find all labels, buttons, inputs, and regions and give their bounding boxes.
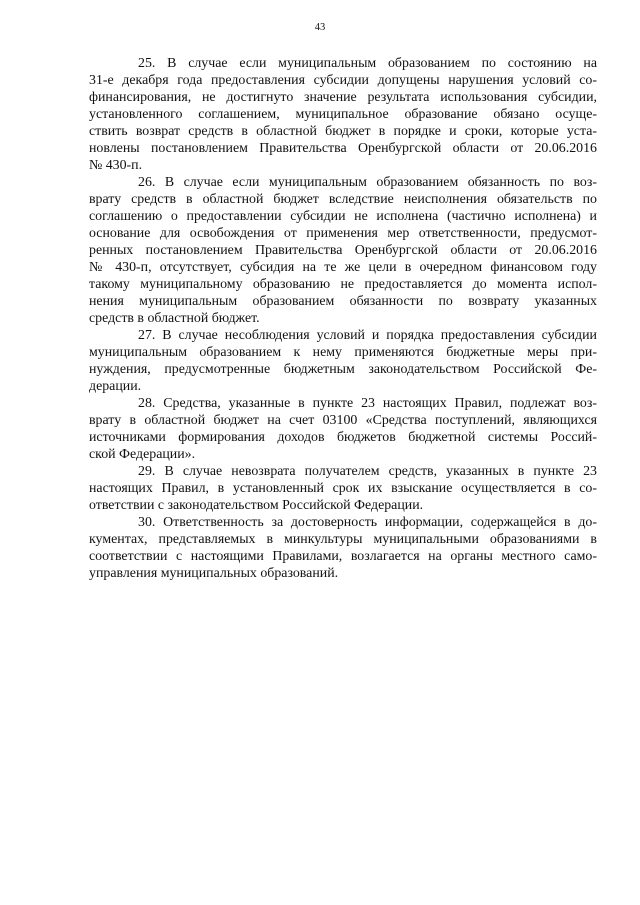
- page-number: 43: [314, 22, 326, 33]
- text-line: нения муниципальным образованием обязанности по возврату указанных: [89, 294, 597, 309]
- text-line: источниками формирования доходов бюджетов бюджетной системы Россий-: [89, 430, 597, 445]
- text-line: 27. В случае несоблюдения условий и порядка предоставления субсидии: [138, 328, 597, 343]
- text-line: финансирования, не достигнуто значение результата использования субсидии,: [89, 90, 597, 105]
- text-line: основание для освобождения от применения мер ответственности, предусмот-: [89, 226, 597, 241]
- text-line: ской Федерации».: [89, 447, 196, 462]
- paragraph-29: [89, 463, 597, 514]
- text-line: соглашению о предоставлении субсидии не исполнена (частично исполнена) и: [89, 209, 597, 224]
- text-line: врату в областной бюджет на счет 03100 «Средства поступлений, являющихся: [89, 413, 597, 428]
- text-line: 29. В случае невозврата получателем средств, указанных в пункте 23: [138, 464, 597, 479]
- text-line: муниципальным образованием к нему применяются бюджетные меры при-: [89, 345, 597, 360]
- paragraph-28: [89, 395, 597, 463]
- text-line: ренных постановлением Правительства Оренбургской области от 20.06.2016: [89, 243, 597, 258]
- text-line: установленного соглашением, муниципальное образование обязано осуще-: [89, 107, 597, 122]
- paragraph-30: [89, 514, 597, 582]
- paragraph-26: [89, 174, 597, 327]
- text-line: настоящих Правил, в установленный срок их взыскание осуществляется в со-: [89, 481, 597, 496]
- text-line: № 430-п, отсутствует, субсидия на те же цели в очередном финансовом году: [89, 260, 597, 275]
- text-line: такому муниципальному образованию не предоставляется до момента испол-: [89, 277, 597, 292]
- paragraph-25: [89, 55, 597, 174]
- text-line: 28. Средства, указанные в пункте 23 настоящих Правил, подлежат воз-: [138, 396, 597, 411]
- text-line: дерации.: [89, 379, 142, 394]
- text-line: ответствии с законодательством Российской Федерации.: [89, 498, 424, 513]
- text-line: кументах, представляемых в минкультуры муниципальными образованиями в: [89, 532, 597, 547]
- text-line: 30. Ответственность за достоверность информации, содержащейся в до-: [138, 515, 597, 530]
- text-line: новлены постановлением Правительства Оренбургской области от 20.06.2016: [89, 141, 597, 156]
- text-line: нуждения, предусмотренные бюджетным законодательством Российской Фе-: [89, 362, 597, 377]
- text-line: управления муниципальных образований.: [89, 566, 339, 581]
- text-line: 31-е декабря года предоставления субсидии допущены нарушения условий со-: [89, 73, 597, 88]
- document-body: [89, 55, 597, 582]
- text-line: средств в областной бюджет.: [89, 311, 260, 326]
- text-line: 26. В случае если муниципальным образованием обязанность по воз-: [138, 175, 597, 190]
- text-line: врату средств в областной бюджет вследствие неисполнения обязательств по: [89, 192, 597, 207]
- paragraph-27: [89, 327, 597, 395]
- text-line: 25. В случае если муниципальным образованием по состоянию на: [138, 56, 597, 71]
- text-line: ствить возврат средств в областной бюджет в порядке и сроки, которые уста-: [89, 124, 597, 139]
- text-line: № 430-п.: [89, 158, 143, 173]
- text-line: соответствии с настоящими Правилами, возлагается на органы местного само-: [89, 549, 597, 564]
